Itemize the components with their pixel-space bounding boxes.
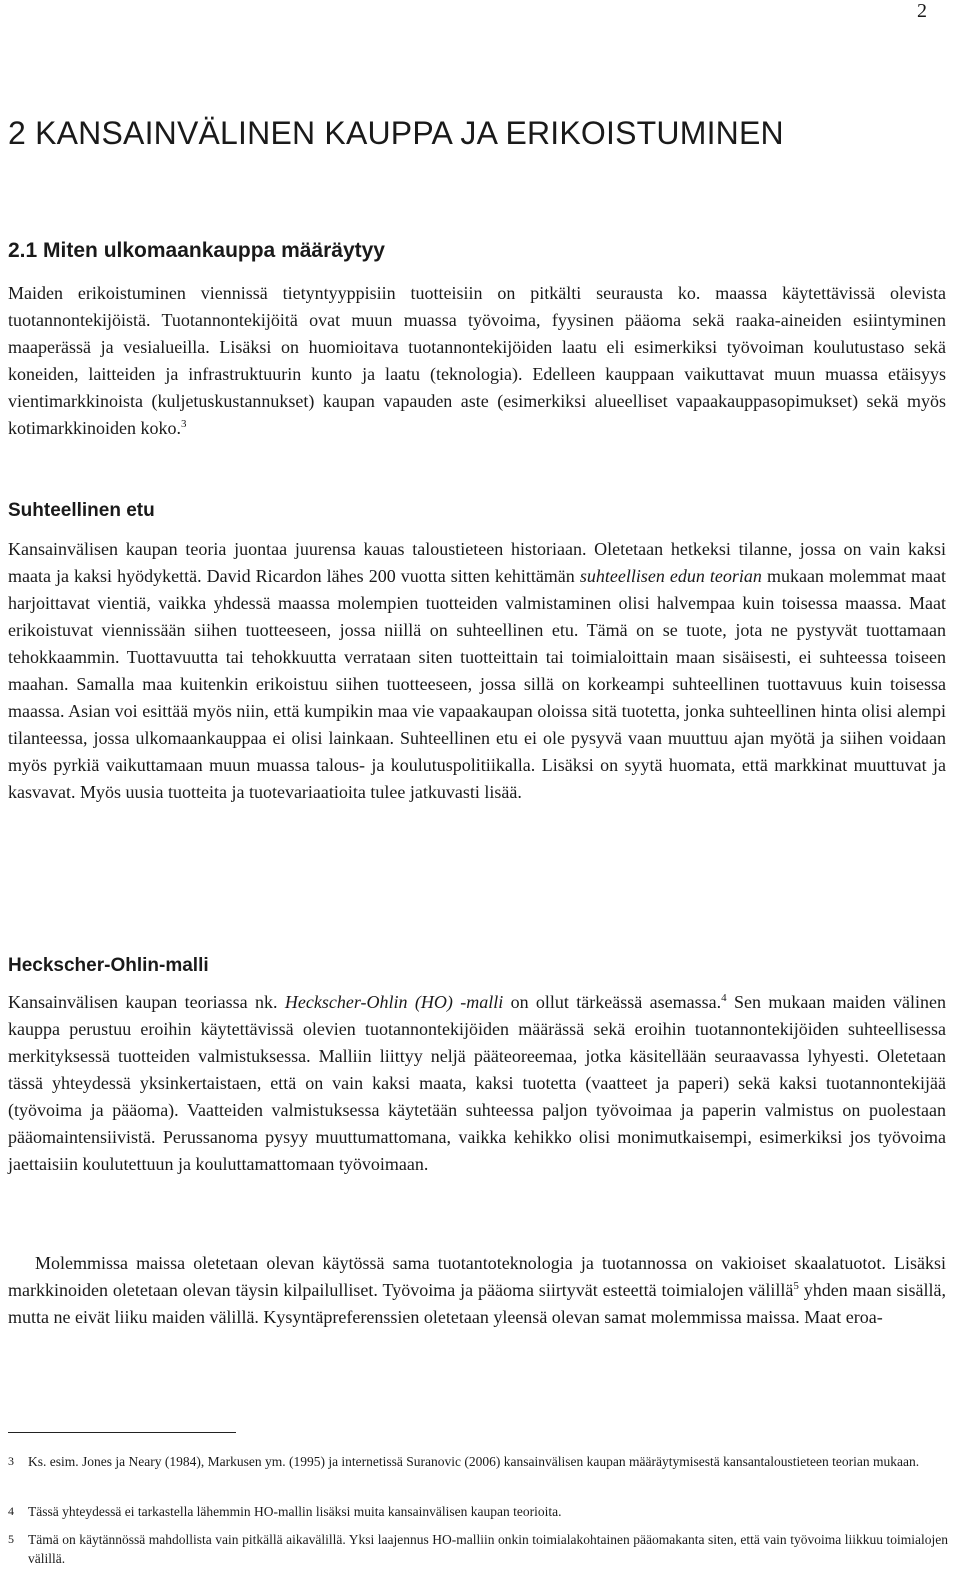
footnote-5 (8, 1530, 948, 1568)
footnote-4 (8, 1502, 948, 1521)
ho-p1-after: Sen mukaan maiden välinen kauppa perustuu eroihin käytettävissä olevien tuotannontekijöiden määrässä sekä eroihin tuotannontekijöiden suhteellisessa merkityksessä tuotteiden valmistuksessa. Malliin liittyy neljä pääteoreemaa, jotka käsitellään seuraavassa lyhyesti. Oletetaan tässä yhteydessä yksinkertaistaen, että on vain kaksi maata, kaksi tuotetta (vaatteet ja paperi) sekä kaksi tuotannontekijää (työvoima ja pääoma). Vaatteiden valmistuksessa käytetään suhteessa paljon työvoimaa ja paperin valmistus on puolestaan pääomaintensiivistä. Perussanoma pysyy muuttumattomana, vaikka kehikko olisi monimutkaisempi, esimerkiksi jos työvoima jaettaisiin koulutettuun ja kouluttamattomaan työvoimaan. (8, 992, 947, 1174)
footnote-text: Tämä on käytännössä mahdollista vain pitkällä aikavälillä. Yksi laajennus HO-malliin onkin toimialakohtainen pääomakanta siten, että vain työvoima liikkuu toimialojen välillä. (28, 1532, 948, 1566)
ho-p1-emphasis: Heckscher-Ohlin (HO) -malli (284, 992, 504, 1012)
heading-heckscher-ohlin: Heckscher-Ohlin-malli (8, 955, 209, 976)
footnote-text: Tässä yhteydessä ei tarkastella lähemmin HO-mallin lisäksi muita kansainvälisen kaupan teorioita. (28, 1504, 562, 1519)
footnote-ref-4: 4 (721, 992, 727, 1004)
intro-text: Maiden erikoistuminen viennissä tietyntyyppisiin tuotteisiin on pitkälti seurausta ko. maassa käytettävissä olevista tuotannontekijöistä. Tuotannontekijöitä ovat muun muassa työvoima, fyysinen pääoma sekä raaka-aineiden esiintyminen maaperässä ja vesialueilla. Lisäksi on huomioitava tuotannontekijöiden laatu eli esimerkiksi työvoiman koulutustaso sekä koneiden, laitteiden ja infrastruktuurin kunto ja laatu (teknologia). Edelleen kauppaan vaikuttavat muun muassa etäisyys vientimarkkinoista (kuljetuskustannukset) kaupan vapauden aste (esimerkiksi alueelliset vapaakauppasopimukset) sekä myös kotimarkkinoiden koko. (8, 283, 946, 438)
ca-emphasis: suhteellisen edun teorian (579, 566, 762, 586)
footnote-ref-3: 3 (180, 418, 187, 430)
comparative-advantage-paragraph (8, 536, 946, 806)
ho-paragraph-2 (8, 1250, 946, 1331)
ho-paragraph-1 (8, 989, 946, 1178)
ho-p1-middle: on ollut tärkeässä asemassa. (503, 992, 722, 1012)
chapter-title: 2 KANSAINVÄLINEN KAUPPA JA ERIKOISTUMINEN (8, 115, 784, 151)
footnote-number: 4 (8, 1504, 14, 1518)
heading-comparative-advantage: Suhteellinen etu (8, 500, 155, 521)
footnote-text: Ks. esim. Jones ja Neary (1984), Markusen ym. (1995) ja internetissä Suranovic (2006) kansainvälisen kaupan määräytymisestä kansantaloustieteen teorian mukaan. (28, 1454, 920, 1469)
ca-text-after: mukaan molemmat maat harjoittavat vientiä, vaikka yhdessä maassa molempien tuotteiden valmistaminen olisi halvempaa kuin toisessa maassa. Maat erikoistuvat viennissään siihen tuotteeseen, jossa niillä on suhteellinen etu. Tämä on se tuote, jota ne pystyvät tuottamaan tehokkaammin. Tuottavuutta tai tehokkuutta verrataan siten tuotteittain tai toimialoittain maan sisäisesti, ei suhteessa toiseen maahan. Samalla maa kuitenkin erikoistuu siihen tuotteeseen, jossa sillä on korkeampi suhteellinen tuottavuus kuin toisessa maassa. Asian voi esittää myös niin, että kumpikin maa vie vapaakaupan oloissa sitä tuotetta, jonka suhteellinen hinta olisi alempi tilanteessa, jossa ulkomaankauppaa ei olisi lainkaan. Suhteellinen etu ei ole pysyvä vaan muuttuu ajan myötä ja siihen voidaan myös pyrkiä vaikuttamaan muun muassa talous- ja koulutuspolitiikalla. Lisäksi on syytä huomata, että markkinat muuttuvat ja kasvavat. Myös uusia tuotteita ja tuotevariaatioita tulee jatkuvasti lisää. (8, 566, 946, 802)
ho-p2-before: Molemmissa maissa oletetaan olevan käytössä sama tuotantoteknologia ja tuotannossa on vakioiset skaalatuotot. Lisäksi markkinoiden oletetaan olevan täysin kilpailulliset. Työvoima ja pääoma siirtyvät esteettä toimialojen välillä (8, 1253, 946, 1300)
footnote-number: 5 (8, 1532, 14, 1546)
intro-paragraph (8, 280, 946, 442)
ca-text-before: Kansainvälisen kaupan teoria juontaa juurensa kauas taloustieteen historiaan. Oletetaan hetkeksi tilanne, jossa on vain kaksi maata ja kaksi hyödykettä. David Ricardon lähes 200 vuotta sitten kehittämän (8, 539, 946, 586)
section-title: 2.1 Miten ulkomaankauppa määräytyy (8, 239, 385, 262)
footnote-number: 3 (8, 1454, 14, 1468)
ho-p1-before: Kansainvälisen kaupan teoriassa nk. (8, 992, 285, 1012)
ho-p2-after: yhden maan sisällä, mutta ne eivät liiku maiden välillä. Kysyntäpreferenssien oletetaan yleensä olevan samat molemmissa maissa. Maat eroa- (8, 1280, 946, 1327)
footnote-ref-5: 5 (793, 1280, 799, 1292)
footnote-3 (8, 1452, 948, 1471)
page-number: 2 (917, 0, 927, 22)
footnote-divider (8, 1432, 236, 1433)
